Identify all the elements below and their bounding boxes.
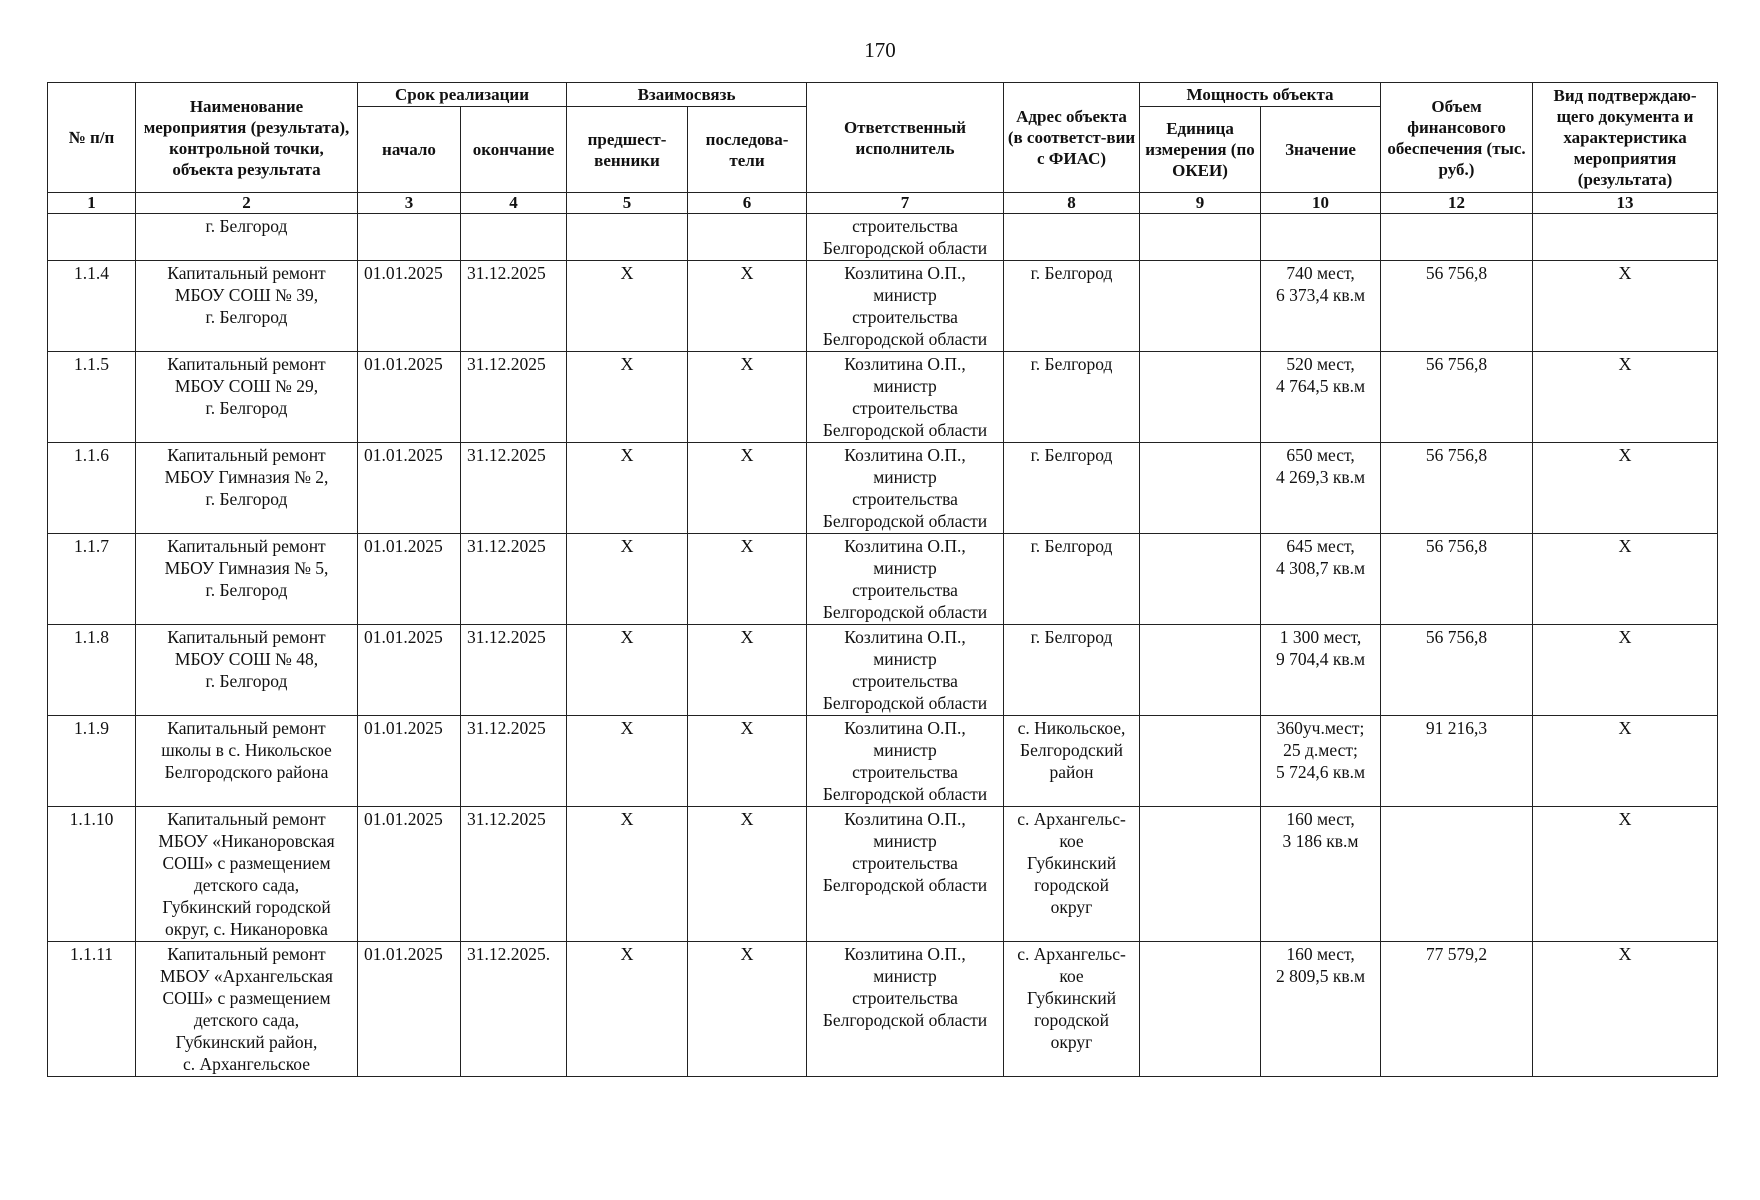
cell-value: [1261, 261, 1381, 352]
cell-finance: 56 756,8: [1381, 352, 1533, 443]
cell-line: городской: [1034, 1010, 1109, 1030]
cell-line: Капитальный ремонт: [167, 536, 326, 556]
cell-name: г. Белгород: [136, 214, 358, 261]
cell-line: 740 мест,: [1286, 263, 1355, 283]
cell-succ: X: [688, 942, 807, 1077]
cell-line: кое: [1059, 966, 1084, 986]
header-address: Адрес объекта (в соответст-вии с ФИАС): [1004, 83, 1140, 193]
cell-start: 01.01.2025: [358, 261, 461, 352]
column-number: 9: [1140, 193, 1261, 214]
cell-line: городской: [1034, 875, 1109, 895]
cell-line: строительства: [852, 489, 958, 509]
cell-name: [136, 352, 358, 443]
cell-pred: X: [567, 261, 688, 352]
header-finance: Объем финансового обеспечения (тыс. руб.): [1381, 83, 1533, 193]
cell-no: 1.1.6: [48, 443, 136, 534]
cell-line: Козлитина О.П.,: [844, 354, 966, 374]
cell-line: Белгородской области: [822, 1010, 988, 1030]
continuation-row: [48, 214, 1718, 261]
cell-name: [136, 942, 358, 1077]
table-row: [48, 807, 1718, 942]
cell-address: [1004, 352, 1140, 443]
cell-line: г. Белгород: [1030, 627, 1113, 647]
cell-value: [1261, 716, 1381, 807]
cell-line: с. Архангельское: [182, 1054, 311, 1074]
cell-succ: X: [688, 807, 807, 942]
cell-line: Капитальный ремонт: [167, 944, 326, 964]
cell-pred: X: [567, 352, 688, 443]
cell-succ: X: [688, 716, 807, 807]
cell-line: Козлитина О.П.,: [844, 627, 966, 647]
cell-line: министр: [873, 558, 937, 578]
cell-line: 360уч.мест;: [1276, 718, 1365, 738]
cell-value: [1261, 534, 1381, 625]
table-row: [48, 261, 1718, 352]
cell-pred: X: [567, 716, 688, 807]
column-number: 13: [1533, 193, 1718, 214]
cell-end: 31.12.2025: [461, 534, 567, 625]
cell-line: район: [1049, 762, 1094, 782]
column-number: 7: [807, 193, 1004, 214]
cell-line: Губкинский: [1026, 988, 1117, 1008]
header-document: Вид подтверждаю-щего документа и характеристика мероприятия (результата): [1533, 83, 1718, 193]
cell-line: строительства: [852, 216, 958, 236]
cell-line: округ: [1050, 897, 1093, 917]
cell-line: Капитальный ремонт: [167, 445, 326, 465]
cell-end: 31.12.2025: [461, 443, 567, 534]
cell-address: [1004, 261, 1140, 352]
cell-line: 650 мест,: [1286, 445, 1355, 465]
cell-no: [48, 214, 136, 261]
cell-line: 160 мест,: [1286, 944, 1355, 964]
header-value: Значение: [1261, 107, 1381, 193]
table-body: [48, 214, 1718, 1077]
cell-document: X: [1533, 716, 1718, 807]
cell-line: министр: [873, 831, 937, 851]
cell-line: 1 300 мест,: [1279, 627, 1362, 647]
cell-end: 31.12.2025: [461, 352, 567, 443]
cell-line: Белгородской области: [822, 784, 988, 804]
cell-end: 31.12.2025: [461, 807, 567, 942]
cell-line: Козлитина О.П.,: [844, 809, 966, 829]
cell-line: министр: [873, 376, 937, 396]
cell-finance: 91 216,3: [1381, 716, 1533, 807]
cell-line: Белгородской области: [822, 420, 988, 440]
cell-no: 1.1.9: [48, 716, 136, 807]
cell-line: МБОУ СОШ № 48,: [174, 649, 319, 669]
header-no: № п/п: [48, 83, 136, 193]
cell-document: X: [1533, 807, 1718, 942]
cell-responsible: [807, 352, 1004, 443]
cell-pred: X: [567, 534, 688, 625]
cell-start: 01.01.2025: [358, 625, 461, 716]
cell-responsible: [807, 534, 1004, 625]
cell-succ: X: [688, 625, 807, 716]
header-successors: последова-тели: [688, 107, 807, 193]
cell-line: г. Белгород: [205, 580, 288, 600]
cell-value: [1261, 443, 1381, 534]
cell-line: Капитальный ремонт: [167, 718, 326, 738]
cell-line: строительства: [852, 398, 958, 418]
cell-line: МБОУ «Никаноровская: [158, 831, 335, 851]
cell-document: [1533, 214, 1718, 261]
activities-table: [47, 82, 1718, 1077]
cell-line: строительства: [852, 762, 958, 782]
cell-start: 01.01.2025: [358, 807, 461, 942]
cell-unit: [1140, 261, 1261, 352]
cell-pred: X: [567, 807, 688, 942]
cell-end: 31.12.2025: [461, 625, 567, 716]
cell-unit: [1140, 214, 1261, 261]
cell-line: Белгородский: [1020, 740, 1123, 760]
cell-line: г. Белгород: [1030, 354, 1113, 374]
cell-line: школы в с. Никольское: [161, 740, 332, 760]
cell-responsible: [807, 716, 1004, 807]
cell-line: округ, с. Никаноровка: [165, 919, 328, 939]
cell-line: Белгородского района: [164, 762, 329, 782]
cell-line: г. Белгород: [205, 398, 288, 418]
cell-finance: 77 579,2: [1381, 942, 1533, 1077]
cell-end: 31.12.2025.: [461, 942, 567, 1077]
cell-line: г. Белгород: [205, 489, 288, 509]
cell-start: 01.01.2025: [358, 942, 461, 1077]
cell-responsible: [807, 214, 1004, 261]
cell-responsible: [807, 942, 1004, 1077]
cell-unit: [1140, 352, 1261, 443]
cell-end: [461, 214, 567, 261]
header-predecessors: предшест-венники: [567, 107, 688, 193]
cell-responsible: [807, 625, 1004, 716]
cell-document: X: [1533, 352, 1718, 443]
table-row: [48, 942, 1718, 1077]
cell-line: МБОУ СОШ № 39,: [174, 285, 319, 305]
cell-line: СОШ» с размещением: [162, 988, 331, 1008]
cell-unit: [1140, 942, 1261, 1077]
cell-line: кое: [1059, 831, 1084, 851]
cell-line: Губкинский городской: [162, 897, 331, 917]
cell-succ: X: [688, 261, 807, 352]
cell-document: X: [1533, 261, 1718, 352]
column-number: 3: [358, 193, 461, 214]
cell-finance: 56 756,8: [1381, 625, 1533, 716]
cell-line: Капитальный ремонт: [167, 354, 326, 374]
cell-line: Белгородской области: [822, 693, 988, 713]
cell-line: г. Белгород: [205, 671, 288, 691]
cell-responsible: [807, 443, 1004, 534]
cell-document: X: [1533, 942, 1718, 1077]
cell-name: [136, 261, 358, 352]
header-capacity-group: Мощность объекта: [1140, 83, 1381, 107]
cell-line: министр: [873, 467, 937, 487]
cell-finance: 56 756,8: [1381, 261, 1533, 352]
cell-finance: 56 756,8: [1381, 443, 1533, 534]
cell-line: 9 704,4 кв.м: [1275, 649, 1366, 669]
cell-line: МБОУ Гимназия № 2,: [164, 467, 329, 487]
cell-line: МБОУ «Архангельская: [160, 966, 333, 986]
column-number: 10: [1261, 193, 1381, 214]
header-responsible: Ответственный исполнитель: [807, 83, 1004, 193]
header-link-group: Взаимосвязь: [567, 83, 807, 107]
cell-value: [1261, 214, 1381, 261]
cell-line: Капитальный ремонт: [167, 809, 326, 829]
cell-value: [1261, 352, 1381, 443]
cell-unit: [1140, 534, 1261, 625]
cell-line: 4 269,3 кв.м: [1275, 467, 1366, 487]
cell-line: с. Никольское,: [1017, 718, 1126, 738]
cell-succ: [688, 214, 807, 261]
column-number: 5: [567, 193, 688, 214]
cell-line: 4 764,5 кв.м: [1275, 376, 1366, 396]
cell-line: Козлитина О.П.,: [844, 536, 966, 556]
cell-line: строительства: [852, 988, 958, 1008]
column-number: 2: [136, 193, 358, 214]
cell-line: Белгородской области: [822, 329, 988, 349]
cell-line: 6 373,4 кв.м: [1275, 285, 1366, 305]
cell-document: X: [1533, 625, 1718, 716]
cell-finance: [1381, 807, 1533, 942]
cell-address: [1004, 534, 1140, 625]
cell-finance: [1381, 214, 1533, 261]
cell-responsible: [807, 261, 1004, 352]
page-number: 170: [864, 38, 896, 62]
cell-line: Белгородской области: [822, 602, 988, 622]
cell-unit: [1140, 625, 1261, 716]
cell-name: [136, 534, 358, 625]
cell-start: 01.01.2025: [358, 352, 461, 443]
cell-line: 25 д.мест;: [1283, 740, 1358, 760]
cell-line: МБОУ Гимназия № 5,: [164, 558, 329, 578]
cell-line: г. Белгород: [1030, 263, 1113, 283]
cell-line: министр: [873, 285, 937, 305]
cell-line: г. Белгород: [1030, 536, 1113, 556]
table-row: [48, 534, 1718, 625]
cell-line: с. Архангельс-: [1017, 809, 1126, 829]
cell-unit: [1140, 807, 1261, 942]
cell-line: министр: [873, 649, 937, 669]
cell-line: 520 мест,: [1286, 354, 1355, 374]
cell-name: [136, 443, 358, 534]
cell-no: 1.1.7: [48, 534, 136, 625]
cell-line: Козлитина О.П.,: [844, 718, 966, 738]
cell-address: [1004, 625, 1140, 716]
cell-address: [1004, 716, 1140, 807]
cell-start: 01.01.2025: [358, 534, 461, 625]
cell-document: X: [1533, 443, 1718, 534]
cell-succ: X: [688, 352, 807, 443]
cell-name: [136, 807, 358, 942]
cell-unit: [1140, 716, 1261, 807]
cell-succ: X: [688, 534, 807, 625]
cell-line: детского сада,: [193, 1010, 300, 1030]
cell-line: строительства: [852, 580, 958, 600]
column-numbers-row: [48, 193, 1718, 214]
header-end: окончание: [461, 107, 567, 193]
cell-pred: [567, 214, 688, 261]
cell-line: Козлитина О.П.,: [844, 944, 966, 964]
cell-line: Губкинский: [1026, 853, 1117, 873]
cell-no: 1.1.4: [48, 261, 136, 352]
column-number: 1: [48, 193, 136, 214]
column-number: 12: [1381, 193, 1533, 214]
cell-document: X: [1533, 534, 1718, 625]
cell-line: с. Архангельс-: [1017, 944, 1126, 964]
header-start: начало: [358, 107, 461, 193]
cell-line: строительства: [852, 307, 958, 327]
cell-no: 1.1.5: [48, 352, 136, 443]
cell-line: 3 186 кв.м: [1282, 831, 1359, 851]
header-name: Наименование мероприятия (результата), контрольной точки, объекта результата: [136, 83, 358, 193]
table-header: [48, 83, 1718, 214]
cell-name: [136, 625, 358, 716]
cell-line: Капитальный ремонт: [167, 627, 326, 647]
header-term-group: Срок реализации: [358, 83, 567, 107]
column-number: 8: [1004, 193, 1140, 214]
cell-line: министр: [873, 740, 937, 760]
table-row: [48, 443, 1718, 534]
cell-line: Белгородской области: [822, 511, 988, 531]
cell-line: 2 809,5 кв.м: [1275, 966, 1366, 986]
cell-address: [1004, 214, 1140, 261]
cell-value: [1261, 807, 1381, 942]
cell-line: г. Белгород: [1030, 445, 1113, 465]
column-number: 6: [688, 193, 807, 214]
cell-no: 1.1.11: [48, 942, 136, 1077]
cell-succ: X: [688, 443, 807, 534]
cell-line: 4 308,7 кв.м: [1275, 558, 1366, 578]
table-row: [48, 352, 1718, 443]
cell-name: [136, 716, 358, 807]
cell-end: 31.12.2025: [461, 261, 567, 352]
cell-finance: 56 756,8: [1381, 534, 1533, 625]
cell-line: детского сада,: [193, 875, 300, 895]
cell-end: 31.12.2025: [461, 716, 567, 807]
cell-line: МБОУ СОШ № 29,: [174, 376, 319, 396]
cell-unit: [1140, 443, 1261, 534]
table-row: [48, 625, 1718, 716]
cell-line: строительства: [852, 853, 958, 873]
cell-pred: X: [567, 942, 688, 1077]
cell-line: строительства: [852, 671, 958, 691]
cell-line: округ: [1050, 1032, 1093, 1052]
cell-address: [1004, 942, 1140, 1077]
cell-line: Капитальный ремонт: [167, 263, 326, 283]
cell-line: Козлитина О.П.,: [844, 263, 966, 283]
cell-line: Белгородской области: [822, 238, 988, 258]
cell-line: СОШ» с размещением: [162, 853, 331, 873]
cell-responsible: [807, 807, 1004, 942]
column-number: 4: [461, 193, 567, 214]
cell-value: [1261, 942, 1381, 1077]
cell-line: г. Белгород: [205, 307, 288, 327]
cell-pred: X: [567, 443, 688, 534]
cell-line: 160 мест,: [1286, 809, 1355, 829]
cell-line: Козлитина О.П.,: [844, 445, 966, 465]
cell-start: 01.01.2025: [358, 443, 461, 534]
cell-line: Белгородской области: [822, 875, 988, 895]
cell-start: 01.01.2025: [358, 716, 461, 807]
cell-no: 1.1.8: [48, 625, 136, 716]
cell-value: [1261, 625, 1381, 716]
cell-line: Губкинский район,: [175, 1032, 318, 1052]
cell-address: [1004, 807, 1140, 942]
cell-line: 5 724,6 кв.м: [1275, 762, 1366, 782]
cell-pred: X: [567, 625, 688, 716]
cell-line: 645 мест,: [1286, 536, 1355, 556]
cell-address: [1004, 443, 1140, 534]
table-row: [48, 716, 1718, 807]
cell-no: 1.1.10: [48, 807, 136, 942]
cell-line: министр: [873, 966, 937, 986]
header-unit: Единица измерения (по ОКЕИ): [1140, 107, 1261, 193]
cell-start: [358, 214, 461, 261]
